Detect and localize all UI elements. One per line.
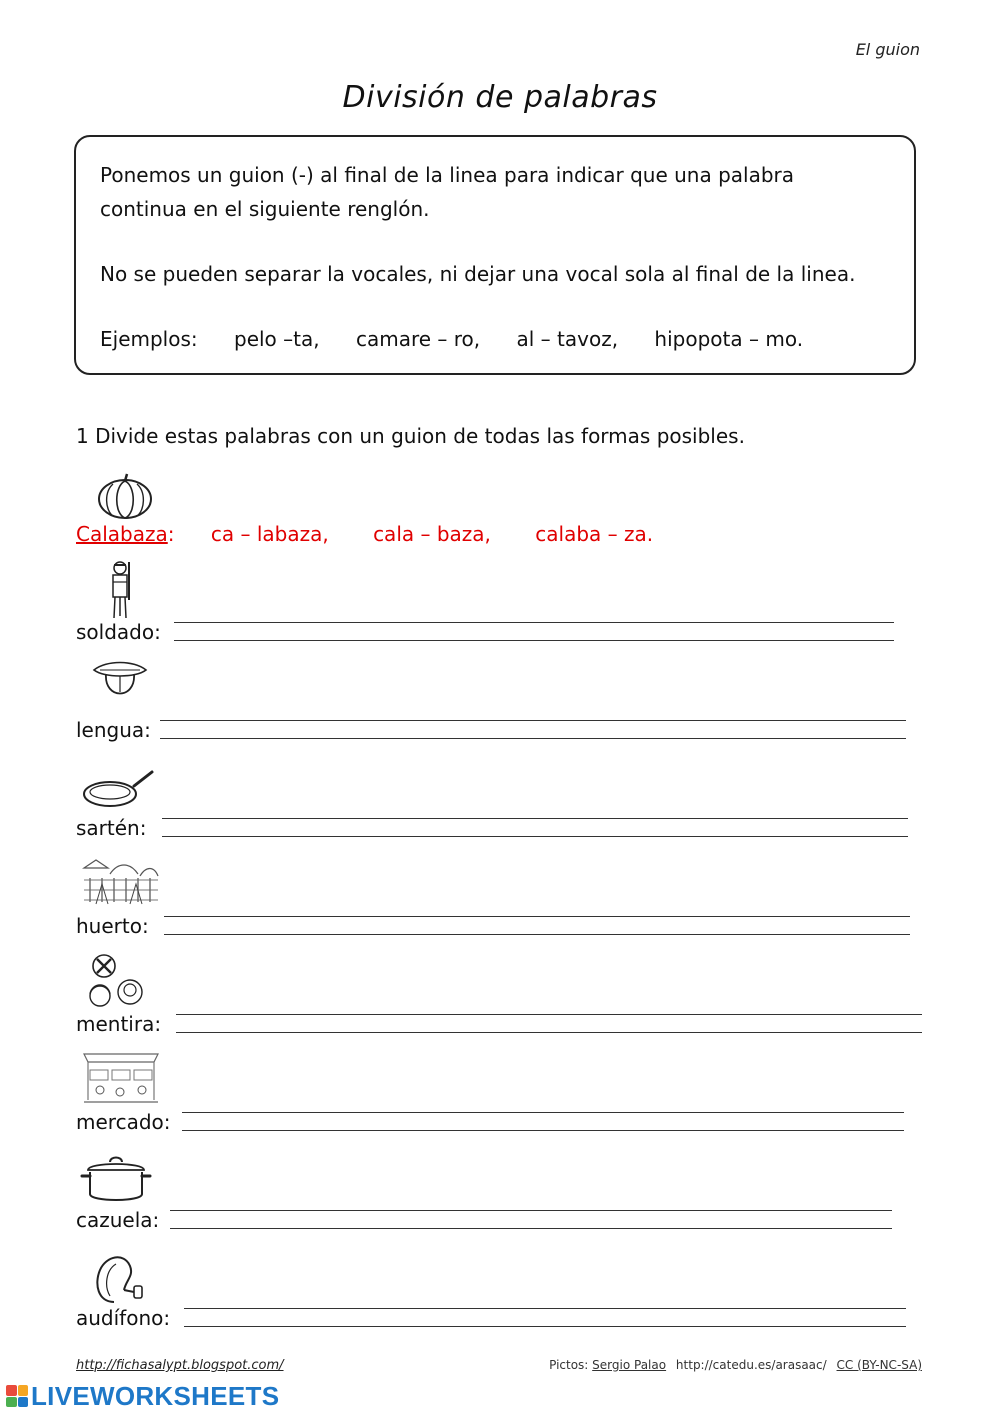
answer-line[interactable] bbox=[162, 836, 908, 837]
word-label-soldado: soldado: bbox=[76, 620, 161, 644]
example-item: camare – ro, bbox=[355, 327, 481, 351]
word-row bbox=[0, 1148, 1000, 1246]
pumpkin-icon bbox=[96, 472, 154, 520]
example-word: Calabaza bbox=[76, 522, 168, 546]
rule-line-2: continua en el siguiente renglón. bbox=[100, 197, 430, 221]
pot-icon bbox=[80, 1148, 160, 1210]
example-colon: : bbox=[167, 522, 175, 546]
credits-author[interactable]: Sergio Palao bbox=[592, 1358, 667, 1372]
credits-prefix: Pictos: bbox=[549, 1358, 589, 1372]
example-option: calaba – za. bbox=[535, 522, 654, 546]
example-option: cala – baza, bbox=[373, 522, 491, 546]
word-row bbox=[0, 560, 1000, 658]
word-row bbox=[0, 1050, 1000, 1148]
word-row bbox=[0, 658, 1000, 756]
brand-wordmark: LIVEWORKSHEETS bbox=[31, 1380, 280, 1411]
example-option: ca – labaza, bbox=[210, 522, 329, 546]
answer-line[interactable] bbox=[170, 1228, 892, 1229]
answer-line[interactable] bbox=[184, 1308, 906, 1309]
rule-line-3: No se pueden separar la vocales, ni dejar una vocal sola al final de la linea. bbox=[100, 262, 856, 286]
hearing-aid-icon bbox=[80, 1246, 160, 1308]
answer-line[interactable] bbox=[182, 1112, 904, 1113]
answer-line[interactable] bbox=[164, 934, 910, 935]
example-item: hipopota – mo. bbox=[654, 327, 804, 351]
liveworksheets-logo bbox=[6, 1380, 280, 1411]
word-row bbox=[0, 952, 1000, 1050]
lie-icon bbox=[80, 952, 160, 1014]
answer-line[interactable] bbox=[164, 916, 910, 917]
liveworksheets-mark-icon bbox=[6, 1385, 28, 1407]
picto-credits bbox=[549, 1358, 928, 1372]
market-icon bbox=[80, 1050, 160, 1112]
credits-license[interactable]: CC (BY-NC-SA) bbox=[836, 1358, 922, 1372]
tongue-icon bbox=[80, 658, 160, 720]
examples-line bbox=[100, 327, 833, 351]
example-item: al – tavoz, bbox=[516, 327, 619, 351]
word-row bbox=[0, 854, 1000, 952]
rule-box bbox=[74, 135, 916, 375]
example-answer bbox=[76, 522, 691, 546]
answer-line[interactable] bbox=[174, 640, 894, 641]
word-row bbox=[0, 1246, 1000, 1344]
answer-line[interactable] bbox=[176, 1014, 922, 1015]
blog-link[interactable]: http://fichasalypt.blogspot.com/ bbox=[76, 1358, 284, 1373]
word-label-mentira: mentira: bbox=[76, 1012, 162, 1036]
page-title: División de palabras bbox=[342, 80, 658, 115]
rule-line-1: Ponemos un guion (-) al final de la linea para indicar que una palabra bbox=[100, 163, 795, 187]
example-item: pelo –ta, bbox=[234, 327, 320, 351]
frying-pan-icon bbox=[80, 756, 160, 818]
exercise-instruction: 1 Divide estas palabras con un guion de todas las formas posibles. bbox=[76, 424, 745, 448]
examples-label: Ejemplos: bbox=[100, 327, 198, 351]
answer-line[interactable] bbox=[182, 1130, 904, 1131]
answer-line[interactable] bbox=[184, 1326, 906, 1327]
word-row bbox=[0, 756, 1000, 854]
word-label-lengua: lengua: bbox=[76, 718, 151, 742]
garden-icon bbox=[80, 854, 160, 916]
answer-line[interactable] bbox=[174, 622, 894, 623]
answer-line[interactable] bbox=[176, 1032, 922, 1033]
answer-line[interactable] bbox=[170, 1210, 892, 1211]
answer-line[interactable] bbox=[160, 738, 906, 739]
word-label-huerto: huerto: bbox=[76, 914, 149, 938]
credits-url[interactable]: http://catedu.es/arasaac/ bbox=[675, 1358, 827, 1372]
word-label-cazuela: cazuela: bbox=[76, 1208, 160, 1232]
answer-line[interactable] bbox=[160, 720, 906, 721]
word-label-audifono: audífono: bbox=[76, 1306, 171, 1330]
word-label-sarten: sartén: bbox=[76, 816, 147, 840]
corner-topic-label: El guion bbox=[855, 40, 920, 59]
word-label-mercado: mercado: bbox=[76, 1110, 171, 1134]
soldier-icon bbox=[80, 560, 160, 622]
answer-line[interactable] bbox=[162, 818, 908, 819]
